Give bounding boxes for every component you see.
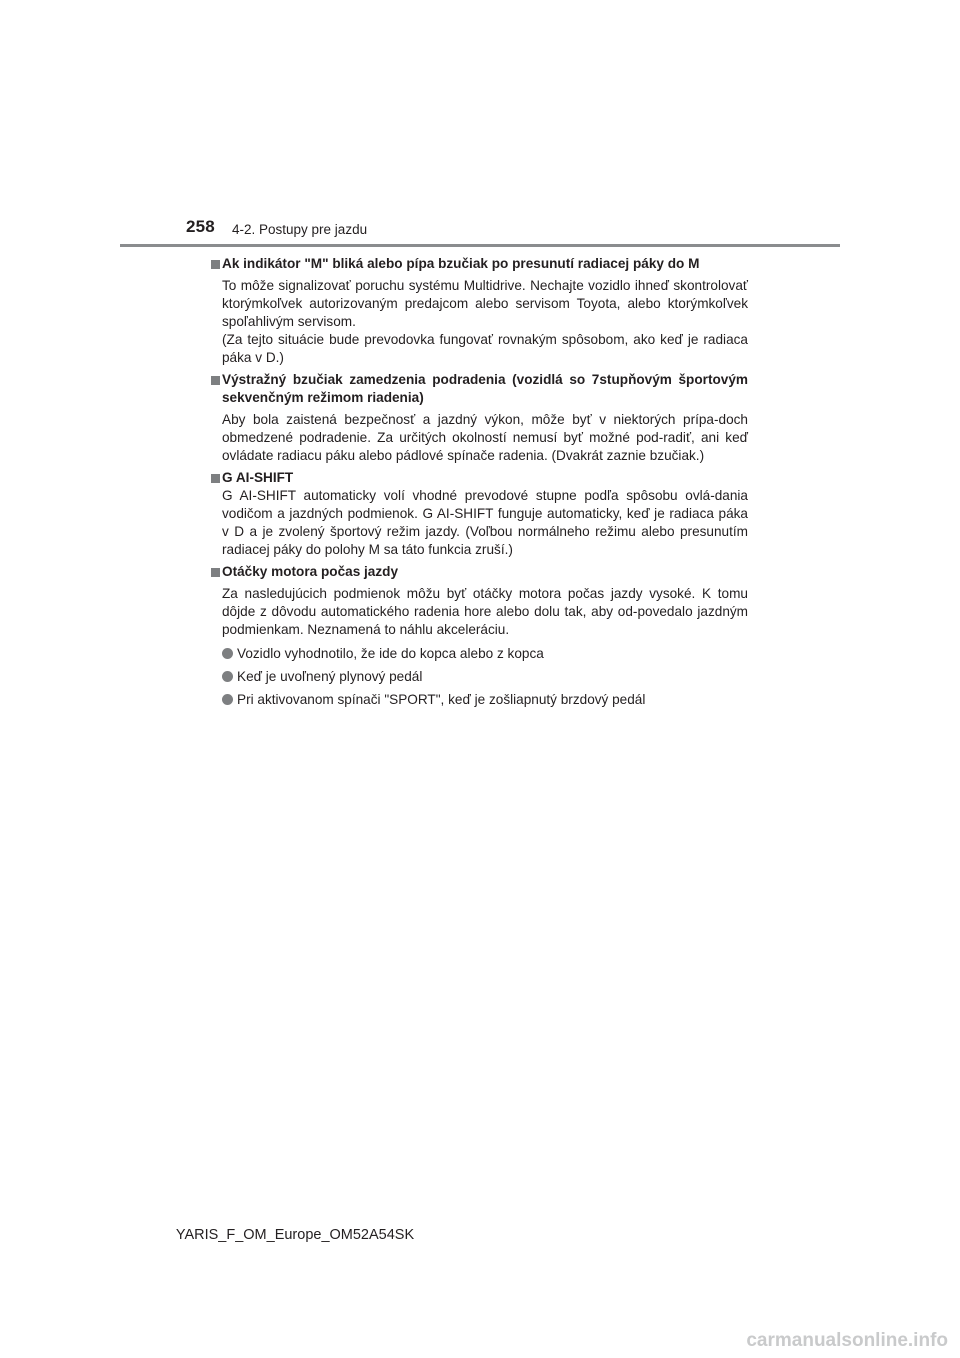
section-heading: Otáčky motora počas jazdy — [211, 563, 748, 581]
list-item: Keď je uvoľnený plynový pedál — [222, 668, 748, 686]
section-heading: Ak indikátor "M" bliká alebo pípa bzučiak po presunutí radiacej páky do M — [211, 255, 748, 273]
section-block-g-ai-shift — [211, 469, 748, 559]
circle-bullet-icon — [222, 694, 233, 705]
section-block-downshift-buzzer — [211, 371, 748, 465]
section-heading: Výstražný bzučiak zamedzenia podradenia (vozidlá so 7stupňovým športovým sekvenčným režimom riadenia) — [211, 371, 748, 407]
content — [211, 255, 748, 714]
circle-bullet-icon — [222, 671, 233, 682]
section-heading: G AI-SHIFT — [211, 469, 748, 487]
bullet-list — [211, 645, 748, 709]
paragraph: (Za tejto situácie bude prevodovka fungovať rovnakým spôsobom, ako keď je radiaca páka v D.) — [222, 332, 748, 365]
paragraph: To môže signalizovať poruchu systému Multidrive. Nechajte vozidlo ihneď skontrolovať ktorýmkoľvek autorizovaným predajcom alebo servisom Toyota, alebo ktorýmkoľvek spoľahlivým servisom. — [222, 278, 748, 329]
section-block-engine-speed — [211, 563, 748, 709]
square-bullet-icon — [211, 568, 220, 577]
square-bullet-icon — [211, 260, 220, 269]
section-block-m-indicator — [211, 255, 748, 367]
section-title: 4-2. Postupy pre jazdu — [232, 222, 368, 237]
paragraph: Aby bola zaistená bezpečnosť a jazdný výkon, môže byť v niektorých prípa-doch obmedzené podradenie. Za určitých okolností nemusí byť možné pod-radiť, ani keď ovládate radiacu páku alebo pádlové spínače radenia. (Dvakrát zaznie bzučiak.) — [222, 412, 748, 463]
paragraph: Za nasledujúcich podmienok môžu byť otáčky motora počas jazdy vysoké. K tomu dôjde z dôvodu automatického radenia hore alebo dolu tak, aby od-povedalo jazdným podmienkam. Neznamená to náhlu akceleráciu. — [222, 586, 748, 637]
list-item: Pri aktivovanom spínači "SPORT", keď je zošliapnutý brzdový pedál — [222, 691, 748, 709]
page-number: 258 — [186, 217, 215, 236]
square-bullet-icon — [211, 376, 220, 385]
list-item: Vozidlo vyhodnotilo, že ide do kopca alebo z kopca — [222, 645, 748, 663]
square-bullet-icon — [211, 474, 220, 483]
header-divider — [120, 244, 840, 247]
document-code: YARIS_F_OM_Europe_OM52A54SK — [175, 1227, 415, 1243]
paragraph: G AI-SHIFT automaticky volí vhodné prevodové stupne podľa spôsobu ovlá-dania vodičom a jazdných podmienok. G AI-SHIFT funguje automaticky, keď je radiaca páka v D a je zvolený športový režim jazdy. (Voľbou normálneho režimu alebo presunutím radiacej páky do polohy M sa táto funkcia zruší.) — [222, 488, 748, 557]
watermark: carmanualsonline.info — [746, 1330, 948, 1351]
circle-bullet-icon — [222, 648, 233, 659]
